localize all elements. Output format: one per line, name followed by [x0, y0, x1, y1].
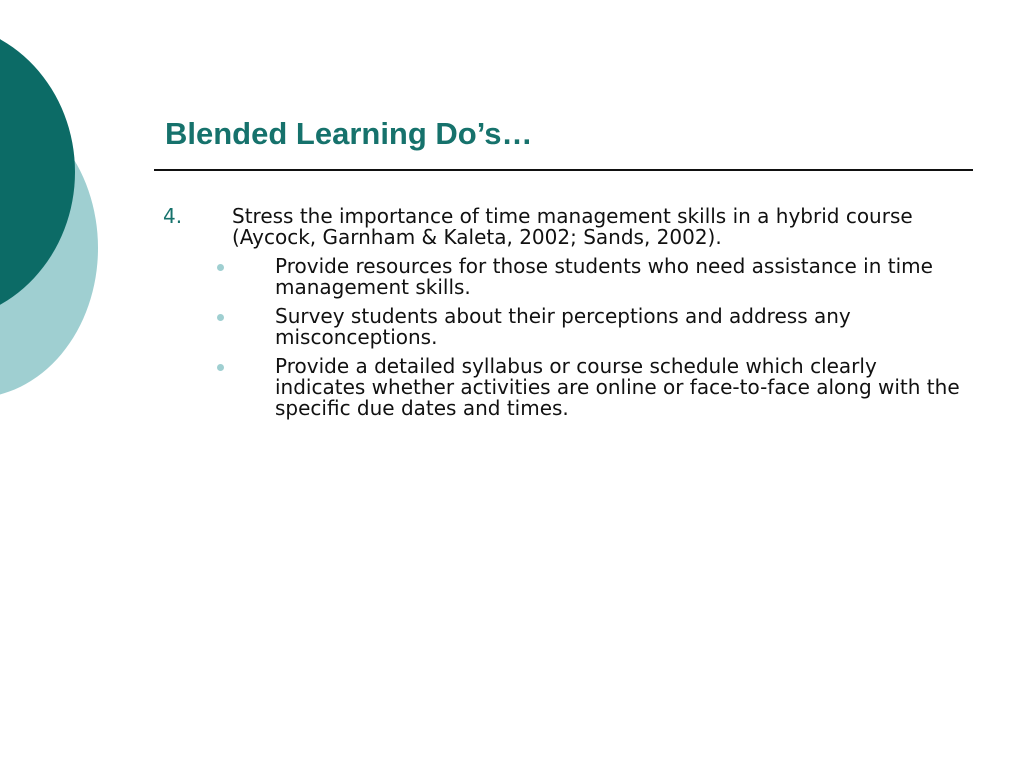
item-text: Stress the importance of time management skills in a hybrid course (Aycock, Garnham & Kaleta, 2002; Sands, 2002).: [232, 204, 913, 249]
bullet-item: [163, 306, 973, 348]
bullet-text: Provide a detailed syllabus or course schedule which clearly indicates whether activities are online or face-to-face along with the specific due dates and times.: [275, 354, 960, 420]
bullet-item: [163, 356, 973, 419]
item-number: 4.: [163, 204, 183, 228]
bullet-icon: [217, 364, 224, 371]
bullet-item: [163, 256, 973, 298]
slide-title: Blended Learning Do’s…: [165, 116, 533, 151]
title-divider: [154, 169, 973, 171]
bullet-text: Survey students about their perceptions and address any misconceptions.: [275, 304, 851, 349]
bullet-icon: [217, 264, 224, 271]
bullet-text: Provide resources for those students who need assistance in time management skills.: [275, 254, 933, 299]
slide-body: [163, 206, 973, 427]
numbered-item: [163, 206, 973, 248]
bullet-icon: [217, 314, 224, 321]
